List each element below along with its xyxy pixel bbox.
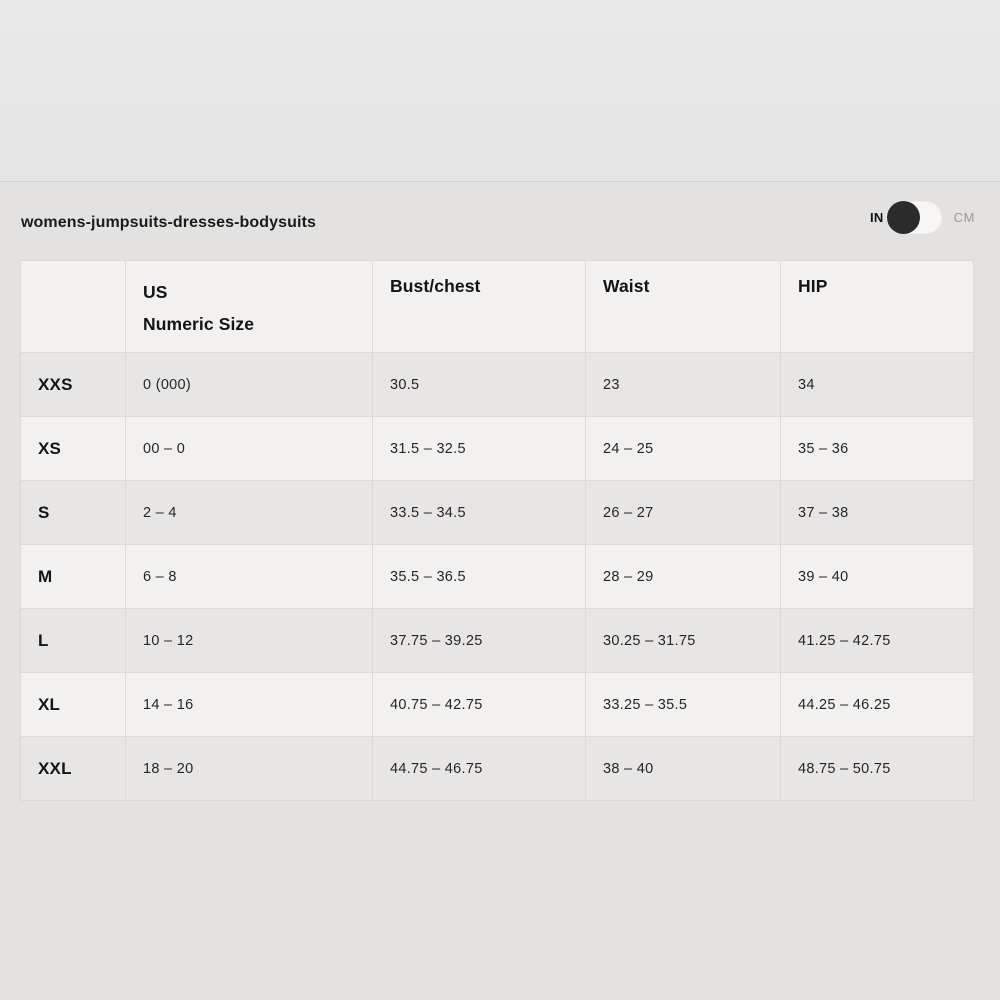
hip-value: 41.25 – 42.75 [781,609,974,673]
bust-value: 40.75 – 42.75 [373,673,586,737]
table-row-s [21,481,974,545]
table-row-l [21,609,974,673]
waist-value: 38 – 40 [586,737,781,801]
unit-label-cm[interactable]: CM [953,209,975,225]
toggle-knob-icon[interactable] [887,201,920,234]
us-value: 2 – 4 [126,481,373,545]
size-label: L [21,609,126,673]
bust-value: 33.5 – 34.5 [373,481,586,545]
size-label: XXL [21,737,126,801]
table-row-xl [21,673,974,737]
us-value: 6 – 8 [126,545,373,609]
hip-value: 48.75 – 50.75 [781,737,974,801]
us-value: 14 – 16 [126,673,373,737]
us-value: 00 – 0 [126,417,373,481]
waist-value: 28 – 29 [586,545,781,609]
header-us-line2: Numeric Size [143,314,255,335]
header-us-numeric-size [126,261,373,353]
header-bust-chest: Bust/chest [373,261,586,353]
us-value: 0 (000) [126,353,373,417]
hip-value: 39 – 40 [781,545,974,609]
header-waist: Waist [586,261,781,353]
waist-value: 26 – 27 [586,481,781,545]
size-label: XS [21,417,126,481]
unit-label-in[interactable]: IN [869,209,884,225]
size-chart-table [20,260,974,801]
unit-toggle-group [870,199,975,235]
waist-value: 30.25 – 31.75 [586,609,781,673]
bust-value: 30.5 [373,353,586,417]
table-row-m [21,545,974,609]
top-band [0,0,1000,182]
header-row [21,261,974,353]
header-size-cell [21,261,126,353]
hip-value: 35 – 36 [781,417,974,481]
size-label: S [21,481,126,545]
unit-toggle[interactable] [887,201,942,234]
bust-value: 37.75 – 39.25 [373,609,586,673]
waist-value: 23 [586,353,781,417]
table-row-xxs [21,353,974,417]
waist-value: 24 – 25 [586,417,781,481]
page-title: womens-jumpsuits-dresses-bodysuits [21,214,317,231]
size-label: XL [21,673,126,737]
table-row-xxl [21,737,974,801]
hip-value: 34 [781,353,974,417]
hip-value: 44.25 – 46.25 [781,673,974,737]
header-us-line1: US [143,282,168,302]
hip-value: 37 – 38 [781,481,974,545]
us-value: 10 – 12 [126,609,373,673]
header-hip: HIP [781,261,974,353]
bust-value: 35.5 – 36.5 [373,545,586,609]
size-label: XXS [21,353,126,417]
table-row-xs [21,417,974,481]
us-value: 18 – 20 [126,737,373,801]
bust-value: 31.5 – 32.5 [373,417,586,481]
size-label: M [21,545,126,609]
bust-value: 44.75 – 46.75 [373,737,586,801]
waist-value: 33.25 – 35.5 [586,673,781,737]
